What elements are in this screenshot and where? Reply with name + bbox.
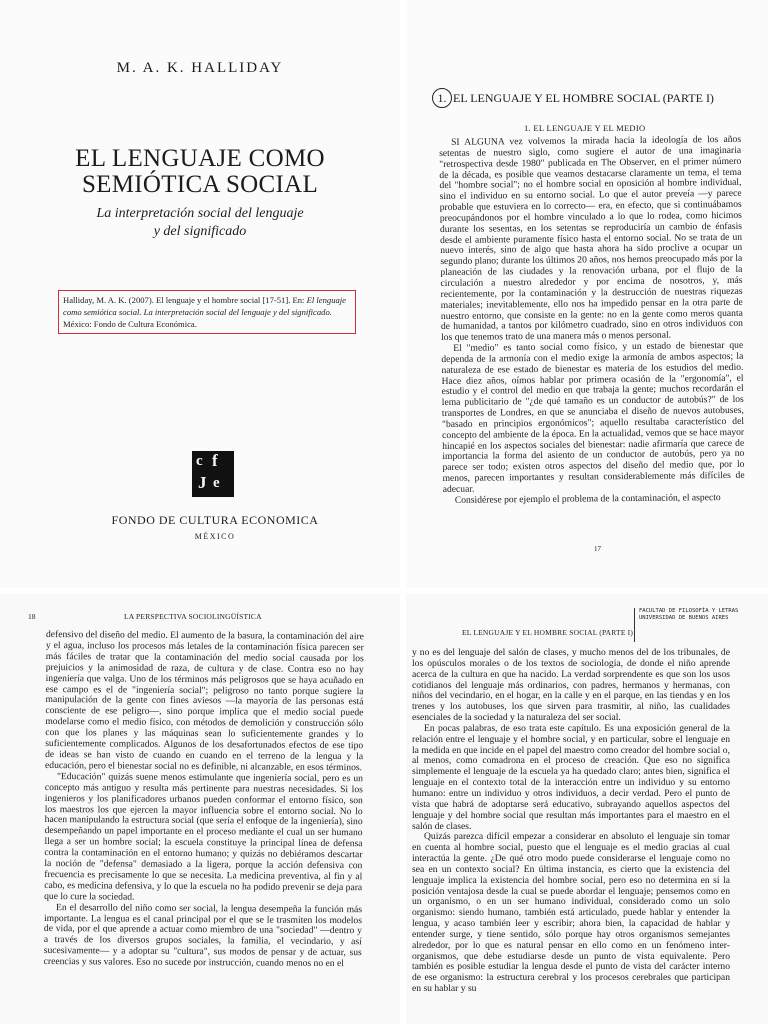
paragraph: y no es del lenguaje del salón de clases, y mucho menos del de los tribunales, de los opúsculos morales o de los textos de sociología, de donde el niño aprende acerca de la cultura en que ha nacido. La verdad sorprendente es que son los usos cotidianos del lenguaje más ordinarios, con padres, hermanos y hermanas, con niños del vecindario, en el hogar, en la calle y en el parque, en las tiendas y en los trenes y los autobuses, los que sirven para trasmitir, al niño, las cualidades esenciales de la sociedad y la naturaleza del ser social. — [412, 647, 730, 724]
citation-reference: Halliday, M. A. K. (2007). El lenguaje y el hombre social [17-51]. En: — [63, 295, 305, 305]
page-18 — [0, 594, 400, 1024]
page-gutter — [401, 0, 405, 1024]
chapter-title: EL LENGUAJE Y EL HOMBRE SOCIAL (PARTE I) — [453, 91, 714, 105]
running-title: EL LENGUAJE Y EL HOMBRE SOCIAL (PARTE I) — [462, 628, 634, 637]
stamp-line-1: FACULTAD DE FILOSOFÍA Y LETRAS — [639, 608, 739, 614]
citation-publisher: México: Fondo de Cultura Económica. — [63, 319, 197, 329]
stamp-line-2: UNIVERSIDAD DE BUENOS AIRES — [639, 615, 729, 621]
paragraph: "Educación" quizás suene menos estimulante que ingeniería social, pero es un concepto más antiguo y resulta más pertinente para nuestras necesidades. Si los ingenieros y los planificadores urbanos pueden conformar el entorno físico, son los maestros los que ejercen la mayor influencia sobre el entorno social. No lo hacen manipulando la estructura social (que sería el enfoque de la ingeniería), sino desempeñando un papel importante en el proceso mediante el cual un ser humano llega a ser un hombre social; la escuela constituye la principal línea de defensa contra la contaminación en el entorno humano; y quizás no debiéramos descartar la noción de "defensa" demasiado a la ligera, porque la acción defensiva con frecuencia es precisamente lo que se necesita. La medicina preventiva, al fin y al cabo, es medicina defensiva, y lo que la escuela no ha podido prevenir se deja para que lo cure la sociedad. — [44, 770, 364, 903]
book-subtitle-line-2: y del significado — [153, 224, 247, 239]
chapter-heading — [432, 88, 714, 108]
book-title-line-1: EL LENGUAJE COMO — [75, 145, 325, 172]
paragraph: SI ALGUNA vez volvemos la mirada hacia la ideología de los años setentas de nuestro siglo, como sugiere el autor de una imaginaria "retrospectiva desde 1980" publicada en The Observer, en el primer número de la década, es posible que veamos destacarse claramente un tema, el tema del "hombre social"; no el hombre social en oposición al hombre individual, sino el individuo en su entorno social. Lo que el autor preveía —y parece probable que estuviera en lo correcto— era, en efecto, que si continuábamos preocupándonos por el hombre vinculado a lo que lo rodea, como hicimos durante los sesentas, en los setentas se reproduciría un cambio de énfasis desde el ambiente puramente físico hasta el entorno social. No se trata de un nuevo interés, sino de algo que hasta ahora ha sido proclive a ocupar un segundo plano; durante los últimos 20 años, nos hemos preocupado más por la planeación de las ciudades y la renovación urbana, por el flujo de la circulación a nuestro alrededor y por encima de nosotros, y, más recientemente, por la contaminación y la destrucción de nuestras riquezas materiales; inevitablemente, ello nos ha impedido pensar en la otra parte de nuestro entorno, que consiste en la gente: no en la gente como meros quanta de humanidad, a tantos por kilómetro cuadrado, sino en otros individuos con los que tenemos trato de una manera más o menos personal. — [439, 133, 744, 344]
paragraph: El "medio" es tanto social como físico, y un estado de bienestar que dependa de la armonía con el medio exige la armonía de ambos aspectos; la naturaleza de ese estado de bienestar es materia de los estudios del medio. Hace diez años, oímos hablar por primera ocasión de la "ergonomía", el estudio y el control del medio en que trabaja la gente; muchos recordarán el lema publicitario de "¿de qué tamaño es un conductor de autobús?" de los transportes de Londres, en que se anunciaba el diseño de nuevos autobuses, "basado en principios ergonómicos"; aquello resultaba característico del concepto del ambiente de la época. En la actualidad, vemos que se hace mayor hincapié en los aspectos sociales del bienestar: nadie afirmaría que carece de importancia la forma del asiento de un conductor de autobús, pero ya no parece ser todo; existen otros aspectos del diseño del medio que, por lo menos, parecen importantes y resultan considerablemente más difíciles de adecuar. — [441, 339, 745, 495]
chapter-number: 1. — [432, 88, 452, 108]
citation-book-title: El lenguaje como semiótica social. La interpretación social del lenguaje y del significado. — [63, 295, 346, 317]
paragraph: Quizás parezca difícil empezar a considerar en absoluto el lenguaje sin tomar en cuenta al hombre social, puesto que el lenguaje es el medio gracias al cual interactúa la gente. ¿De qué otro modo puede considerarse el lenguaje como no sea en un contexto social? En última instancia, es cierto que la existencia del lenguaje implica la existencia del hombre social, pero eso no determina en sí la posición ventajosa desde la cual se puede abordar el lenguaje; pensemos como en un organismo, o en un ser humano individual, considerado como un solo organismo: siendo humano, también está articulado, puede hablar y entender la lengua, y acaso también leer y escribir; ahora bien, la capacidad de hablar y entender surge, y tiene sentido, sólo porque hay otros organismos semejantes alrededor, por lo que es natural pensar en ello como en un fenómeno inter-organismos, que debe estudiarse desde un punto de vista equivalente. Pero también es posible estudiar la lengua desde el punto de vista del carácter interno de ese organismo: la estructura cerebral y los procesos cerebrales que participan en su hablar y su — [412, 831, 730, 995]
author-name: M. A. K. HALLIDAY — [116, 60, 284, 76]
book-title — [0, 146, 400, 198]
page-19 — [406, 594, 768, 1024]
paragraph: defensivo del diseño del medio. El aumento de la basura, la contaminación del aire y el agua, incluso los procesos más letales de la contaminación física parecen ser más fáciles de tratar que la contaminación del medio social causada por los prejuicios y la animosidad de raza, de cultura y de clase. Contra eso no hay ingeniería que valga. Uno de los términos más peligrosos que se haya acuñado en ese campo es el de "ingeniería social"; peligroso no tanto porque sugiere la manipulación de la gente con fines aviesos —la mayoría de las personas está consciente de ese peligro—, sino porque implica que el medio social puede modelarse como el medio físico, con métodos de demolición y construcción sólo con que los planes y las máquinas sean lo suficientemente grandes y lo suficientemente complicados. Algunos de los desafortunados efectos de ese tipo de ideas se han visto de cuando en cuando en el terreno de la lengua y la educación, pero el bienestar social no es definible, ni alcanzable, en esos términos. — [45, 629, 364, 774]
book-title-line-2: SEMIÓTICA SOCIAL — [81, 171, 319, 198]
book-subtitle-line-1: La interpretación social del lenguaje — [96, 206, 304, 221]
page-18-body — [44, 630, 364, 970]
publisher-logo-icon: c f J e — [192, 451, 234, 497]
paragraph: En pocas palabras, de eso trata este capítulo. Es una exposición general de la relación entre el lenguaje y el hombre social, y en particular, sobre el lenguaje en la medida en que incide en el papel del maestro como creador del hombre social o, al menos, como comadrona en el proceso de creación. Que eso no significa simplemente el lenguaje de la escuela ya ha quedado claro; antes bien, significa el lenguaje en el contexto total de la interacción entre un individuo y su entorno humano: entre un individuo y otros individuos, a decir verdad. Pero el punto de vista que habrá de adoptarse será educativo, subrayando aquellos aspectos del lenguaje y del hombre social que resultan más importantes para el maestro en el salón de clases. — [412, 722, 730, 832]
page-19-body — [412, 648, 730, 995]
page-17-body — [439, 135, 745, 507]
page-17 — [406, 0, 768, 588]
cover-page — [0, 0, 400, 588]
running-title: LA PERSPECTIVA SOCIOLINGÜÍSTICA — [124, 612, 262, 621]
citation-box — [58, 290, 356, 334]
library-stamp — [634, 608, 768, 642]
page-folio: 17 — [594, 545, 601, 553]
paragraph: Considérese por ejemplo el problema de la contaminación, el aspecto — [454, 491, 721, 506]
book-subtitle — [0, 205, 400, 241]
publisher-name: FONDO DE CULTURA ECONOMICA — [111, 513, 319, 527]
paragraph: En el desarrollo del niño como ser social, la lengua desempeña la función más importante. La lengua es el canal principal por el que se le trasmiten los modelos de vida, por el que aprende a actuar como miembro de una "sociedad" —dentro y a través de los diversos grupos sociales, la familia, el vecindario, y así sucesivamente— y a adoptar su "cultura", sus modos de pensar y de actuar, sus creencias y sus valores. Eso no sucede por instrucción, cuando menos no en el — [43, 901, 363, 970]
page-gutter — [0, 589, 768, 593]
section-heading: 1. EL LENGUAJE Y EL MEDIO — [524, 123, 646, 133]
page-number: 18 — [28, 612, 36, 621]
publisher-place: MÉXICO — [194, 532, 236, 541]
